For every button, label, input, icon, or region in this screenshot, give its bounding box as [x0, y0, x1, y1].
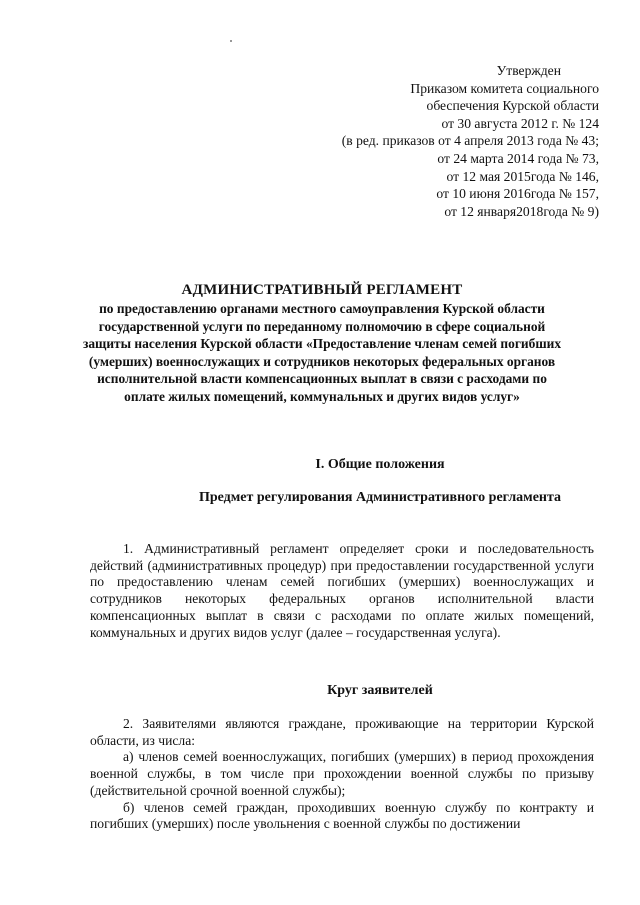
- applicants-heading: Круг заявителей: [327, 683, 433, 698]
- document-title: АДМИНИСТРАТИВНЫЙ РЕГЛАМЕНТ: [181, 282, 463, 298]
- subject-heading: Предмет регулирования Административного регламента: [198, 490, 562, 505]
- approval-line: от 12 мая 2015года № 146,: [446, 168, 599, 184]
- paragraph-2-text: 2. Заявителями являются граждане, проживающие на территории Курской области, из числа:: [90, 716, 594, 748]
- approval-line: Приказом комитета социального: [410, 80, 599, 96]
- paragraph-2a-text: а) членов семей военнослужащих, погибших (умерших) в период прохождения военной службы, в том числе при прохождении военной службы по призыву (действительной срочной военной службы);: [90, 749, 594, 798]
- document-subtitle: по предоставлению органами местного самоуправления Курской области государственной услуги по переданному полномочию в сфере социальной защиты населения Курской области «Предоставление членам семей погибших (умерших) военнослужащих и сотрудников некоторых федеральных органов исполнительной власти компенсационных выплат в связи с расходами по оплате жилых помещений, коммунальных и других видов услуг»: [82, 301, 562, 404]
- approval-line: от 10 июня 2016года № 157,: [436, 186, 599, 202]
- approval-line: обеспечения Курской области: [426, 98, 599, 114]
- scan-speck: [230, 40, 232, 42]
- paragraph-2: [90, 716, 594, 833]
- section-title: I. Общие положения: [315, 457, 445, 472]
- paragraph-2b-text: б) членов семей граждан, проходивших военную службу по контракту и погибших (умерших) после увольнения с военной службы по достижении: [90, 799, 594, 832]
- approval-line: (в ред. приказов от 4 апреля 2013 года № 43;: [341, 133, 599, 149]
- approval-stamp: [342, 62, 599, 220]
- paragraph-1: [90, 541, 594, 641]
- document-title-block: [80, 281, 564, 406]
- paragraph-1-text: 1. Административный регламент определяет сроки и последовательность действий (административных процедур) при предоставлении государственной услуги по предоставлению членам семей погибших (умерших) военнослужащих и сотрудников некоторых федеральных органов исполнительной власти компенсационных выплат в связи с расходами по оплате жилых помещений, коммунальных и других видов услуг (далее – государственная услуга).: [90, 541, 594, 640]
- approval-line: Утвержден: [496, 63, 561, 78]
- approval-line: от 30 августа 2012 г. № 124: [441, 115, 599, 131]
- approval-line: от 12 января2018года № 9): [444, 203, 599, 219]
- approval-line: от 24 марта 2014 года № 73,: [437, 150, 599, 166]
